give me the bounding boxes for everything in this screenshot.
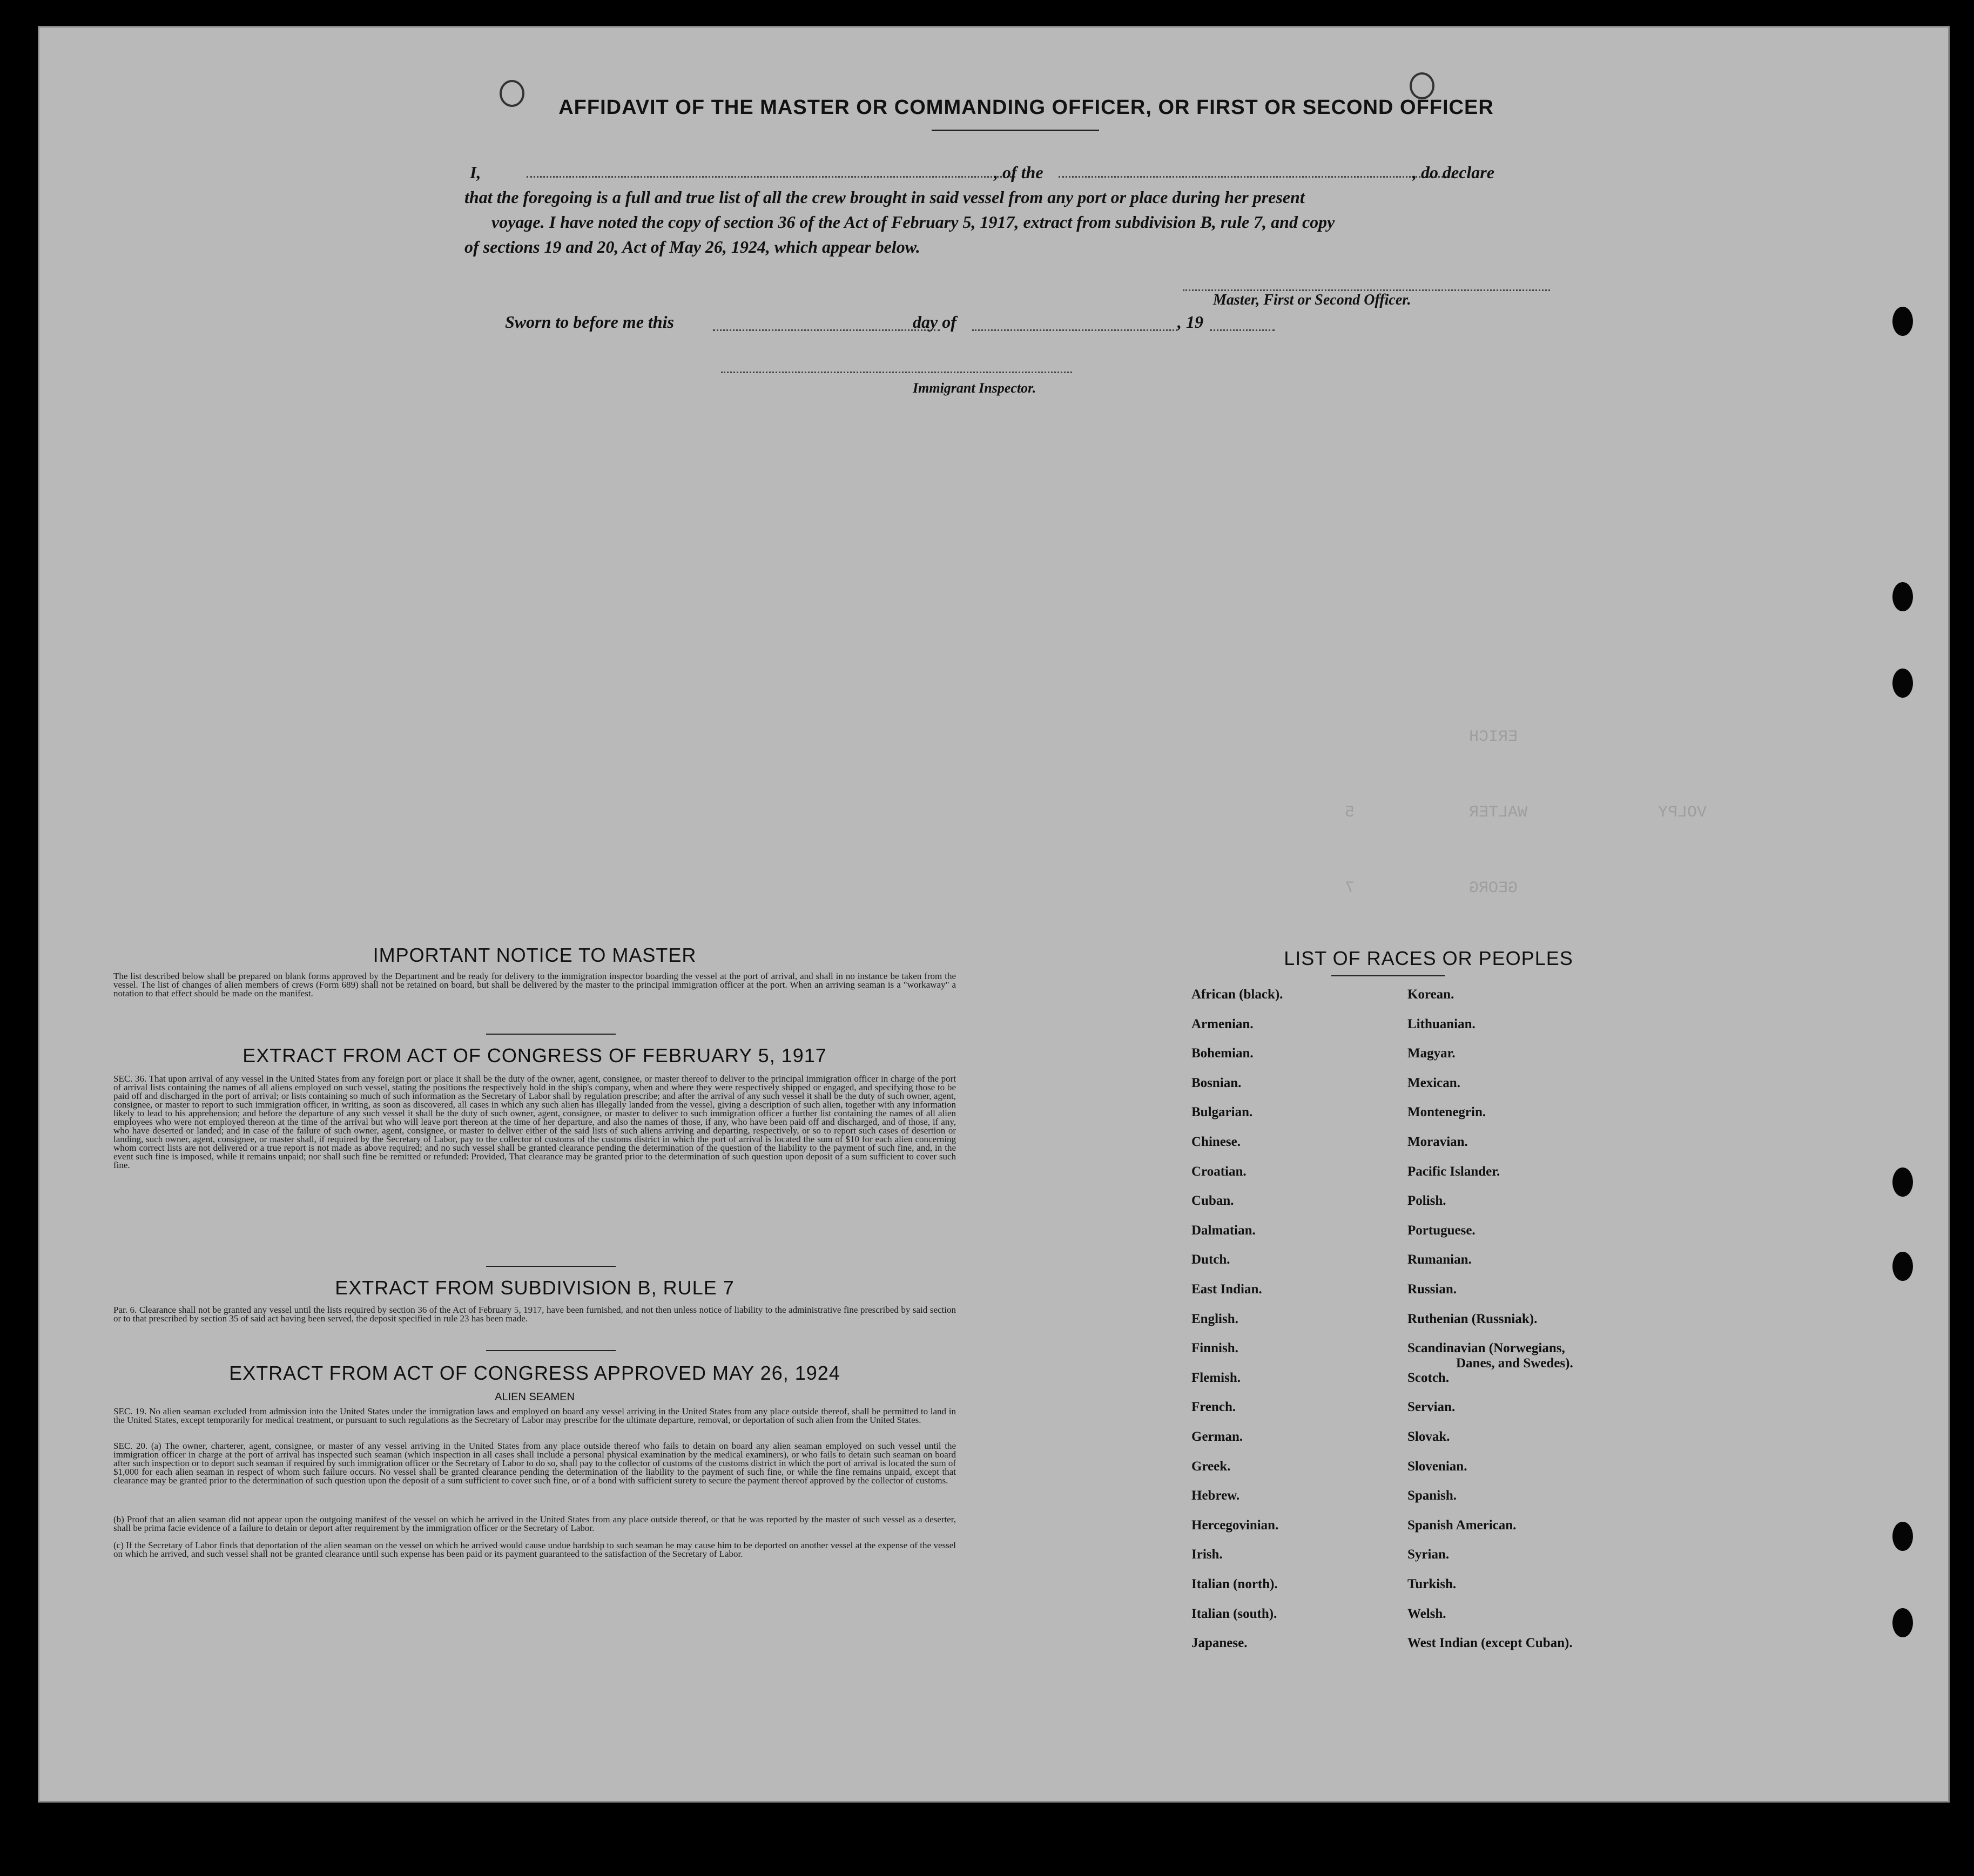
race-entry: East Indian.	[1191, 1282, 1262, 1297]
punch-hole	[1892, 582, 1913, 611]
race-entry: Ruthenian (Russniak).	[1407, 1311, 1538, 1326]
race-entry: Bosnian.	[1191, 1075, 1242, 1090]
sworn-label: Sworn to before me this	[505, 312, 674, 332]
race-entry: Irish.	[1191, 1547, 1223, 1562]
race-entry: Bulgarian.	[1191, 1105, 1253, 1120]
punch-hole	[1892, 1608, 1913, 1637]
declaration-line-4: of sections 19 and 20, Act of May 26, 1924, which appear below.	[464, 237, 920, 257]
document-page	[38, 26, 1950, 1803]
race-entry: Spanish.	[1407, 1488, 1457, 1503]
sec20b-body: (b) Proof that an alien seaman did not appear upon the outgoing manifest of the vessel on which he arrived in the United States from any place outside thereof, or that he was reported by the master of such vessel as a deserter, shall be prima facie evidence of a failure to detain or deport after requirement by the immigration officer or the Secretary of Labor.	[113, 1514, 956, 1533]
race-entry: Dalmatian.	[1191, 1223, 1256, 1238]
do-declare-label: , do declare	[1412, 163, 1494, 182]
race-entry: Pacific Islander.	[1407, 1164, 1500, 1179]
divider	[486, 1266, 616, 1267]
name-blank	[527, 176, 1015, 178]
race-entry: Spanish American.	[1407, 1517, 1517, 1533]
race-entry: Finnish.	[1191, 1341, 1238, 1356]
race-entry: Korean.	[1407, 987, 1454, 1002]
bleed-through-text: GEORG	[1469, 879, 1518, 897]
notice-title: IMPORTANT NOTICE TO MASTER	[373, 944, 697, 966]
race-entry: German.	[1191, 1429, 1243, 1444]
race-entry: Polish.	[1407, 1193, 1446, 1209]
sworn-day-blank	[713, 329, 940, 331]
race-entry: Cuban.	[1191, 1193, 1234, 1209]
sec19-body: SEC. 19. No alien seaman excluded from admission into the United States under the immigration laws and employed on board any vessel arriving in the United States from any place outside thereof, shall be permitted to land in the United States, except temporarily for medical treatment, or pursuant to such regulations as the Secretary of Labor may prescribe for the ultimate departure, removal, or deportation of such alien from the United States.	[113, 1406, 956, 1425]
race-entry: French.	[1191, 1400, 1236, 1415]
races-title: LIST OF RACES OR PEOPLES	[1284, 947, 1573, 969]
inspector-label: Immigrant Inspector.	[913, 380, 1036, 396]
punch-hole	[1892, 669, 1913, 698]
race-entry: Italian (north).	[1191, 1577, 1278, 1591]
extract-1917-body: SEC. 36. That upon arrival of any vessel in the United States from any foreign port or place it shall be the duty of the owner, agent, consignee, or master thereof to deliver to the principal immigration officer in charge of the port of arrival lists containing the names of all aliens employed on such vessel, stating the positions the respectively hold in the ship's company, when and where they were respectively shipped or engaged, and specifying those to be paid off and discharged in the port of arrival; or lists containing so much of such information as the Secretary of Labor shall by regulation prescribe; and after the arrival of any such vessel it shall be the duty of such owner, agent, consignee, or master to report to such immigration officer, in writing, as soon as discovered, all cases in which any such alien has illegally landed from the vessel, giving a description of such alien, together with any information likely to lead to his apprehension; and before the departure of any such vessel it shall be the duty of such owner, agent, consignee, or master to deliver to such immigration officer a further list containing the names of all alien employees who were not employed thereon at the time of the arrival but who will leave port thereon at the time of her departure, and also the names of those, if any, who have been paid off and discharged, and of those, if any, who have deserted or landed; and in case of the failure of such owner, agent, consignee, or master to deliver either of the said lists of such aliens arriving and departing, respectively, or so to report such cases of desertion or landing, such owner, agent, consignee, or master shall, if required by the Secretary of Labor, pay to the collector of customs of the customs district in which the port of arrival is located the sum of $10 for each alien concerning whom correct lists are not delivered or a true report is not made as above required; and no such vessel shall be granted clearance pending the determination of the question of the liability to the payment of such fine, and, in the event such fine is imposed, while it remains unpaid; nor shall such fine be remitted or refunded: Provided, That clearance may be granted prior to the determination of such question upon deposit of a sum sufficient to cover such fine.	[113, 1074, 956, 1170]
race-entry: Flemish.	[1191, 1370, 1241, 1385]
race-entry: Scandinavian (Norwegians,	[1407, 1341, 1565, 1356]
punch-hole	[1892, 1168, 1913, 1197]
divider	[486, 1034, 616, 1035]
day-of-label: day of	[913, 312, 956, 332]
bleed-through-number: 7	[1345, 879, 1355, 897]
month-blank	[972, 329, 1177, 331]
race-entry: Moravian.	[1407, 1135, 1468, 1149]
bleed-through-number: 5	[1345, 804, 1355, 822]
bleed-through-text: WALTER	[1469, 804, 1528, 822]
race-entry: Dutch.	[1191, 1252, 1230, 1267]
race-entry: Croatian.	[1191, 1164, 1247, 1179]
extract-1924-subtitle: ALIEN SEAMEN	[495, 1391, 575, 1403]
race-entry: Magyar.	[1407, 1046, 1456, 1061]
rule7-title: EXTRACT FROM SUBDIVISION B, RULE 7	[335, 1277, 735, 1299]
race-entry: Welsh.	[1407, 1606, 1446, 1621]
race-entry: Bohemian.	[1191, 1046, 1254, 1061]
extract-1924-title: EXTRACT FROM ACT OF CONGRESS APPROVED MAY 26, 1924	[229, 1362, 840, 1384]
races-underline	[1331, 975, 1445, 976]
affidavit-title: AFFIDAVIT OF THE MASTER OR COMMANDING OFFICER, OR FIRST OR SECOND OFFICER	[558, 96, 1494, 119]
notice-body: The list described below shall be prepared on blank forms approved by the Department and be ready for delivery to the immigration inspector boarding the vessel at the port of arrival, and shall in no instance be taken from the vessel. The list of changes of alien members of crews (Form 689) shall not be retained on board, but shall be delivered by the master to the principal immigration officer at the port. When an arriving seaman is a "workaway" a notation to that effect should be made on the manifest.	[113, 971, 956, 998]
ring-hole-right	[1410, 72, 1434, 99]
race-entry: Portuguese.	[1407, 1223, 1476, 1238]
inspector-blank	[721, 372, 1072, 373]
race-entry: Slovak.	[1407, 1429, 1450, 1444]
race-entry: Servian.	[1407, 1400, 1456, 1415]
race-entry: Chinese.	[1191, 1135, 1241, 1149]
rule7-body: Par. 6. Clearance shall not be granted any vessel until the lists required by section 36 of the Act of February 5, 1917, have been furnished, and not then unless notice of liability to the administrative fine prescribed by said section or to that prescribed by section 35 of said act having been served, the deposit specified in rule 23 has been made.	[113, 1305, 956, 1324]
year-label: , 19	[1177, 312, 1203, 332]
sec20c-body: (c) If the Secretary of Labor finds that deportation of the alien seaman on the vessel on which he arrived would cause undue hardship to such seaman he may cause him to be deported on another vessel at the expense of the vessel on which he arrived, and such vessel shall not be granted clearance until such expense has been paid or its payment guaranteed to the satisfaction of the Secretary of Labor.	[113, 1540, 956, 1559]
i-label: I,	[470, 163, 481, 182]
of-the-label: , of the	[994, 163, 1043, 182]
declaration-line-3: voyage. I have noted the copy of section 36 of the Act of February 5, 1917, extract from subdivision B, rule 7, and copy	[491, 212, 1335, 232]
race-entry: Russian.	[1407, 1282, 1457, 1297]
extract-1917-title: EXTRACT FROM ACT OF CONGRESS OF FEBRUARY 5, 1917	[242, 1044, 827, 1067]
race-entry: Scotch.	[1407, 1370, 1450, 1385]
punch-hole	[1892, 1522, 1913, 1551]
declaration-line-2: that the foregoing is a full and true list of all the crew brought in said vessel from any port or place during her present	[464, 187, 1305, 207]
race-entry: Syrian.	[1407, 1547, 1450, 1562]
sec20a-body: SEC. 20. (a) The owner, charterer, agent, consignee, or master of any vessel arriving in the United States from any place outside thereof who fails to detain on board any alien seaman employed on such vessel until the immigration officer in charge at the port of arrival has inspected such seaman (which inspection in all cases shall include a personal physical examination by the medical examiners), or who fails to detain such seaman on board after such inspection or to deport such seaman if required by such immigration officer or the Secretary of Labor to do so, shall pay to the collector of customs of the customs district in which the port of arrival is located the sum of $1,000 for each alien seaman in respect of whom such failure occurs. No vessel shall be granted clearance pending the determination of the liability to the payment of such fine, or while the fine remains unpaid, except that clearance may be granted prior to the determination of such question upon the deposit of a sum sufficient to cover such fine, or of a bond with sufficient surety to secure the payment thereof approved by the collector of customs.	[113, 1441, 956, 1486]
race-entry: Turkish.	[1407, 1577, 1457, 1591]
signature-blank	[1183, 289, 1550, 291]
divider	[486, 1350, 616, 1351]
race-entry: Lithuanian.	[1407, 1016, 1476, 1031]
master-label: Master, First or Second Officer.	[1213, 292, 1411, 308]
race-entry: Greek.	[1191, 1459, 1231, 1474]
race-entry: Japanese.	[1191, 1636, 1248, 1651]
race-entry: Danes, and Swedes).	[1456, 1356, 1573, 1371]
race-entry: Hercegovinian.	[1191, 1517, 1279, 1533]
punch-hole	[1892, 1252, 1913, 1281]
race-entry: Mexican.	[1407, 1075, 1460, 1090]
title-underline	[932, 130, 1099, 131]
bleed-through-text: VOLPY	[1658, 804, 1707, 822]
race-entry: Armenian.	[1191, 1016, 1254, 1031]
race-entry: Hebrew.	[1191, 1488, 1240, 1503]
race-entry: English.	[1191, 1311, 1238, 1326]
race-entry: African (black).	[1191, 987, 1283, 1002]
race-entry: Slovenian.	[1407, 1459, 1467, 1474]
bleed-through-text: ERICH	[1469, 728, 1518, 746]
race-entry: Montenegrin.	[1407, 1105, 1486, 1120]
race-entry: Rumanian.	[1407, 1252, 1472, 1267]
race-entry: Italian (south).	[1191, 1606, 1277, 1621]
race-entry: West Indian (except Cuban).	[1407, 1636, 1573, 1651]
punch-hole	[1892, 307, 1913, 336]
vessel-blank	[1059, 176, 1453, 178]
year-blank	[1210, 329, 1275, 331]
